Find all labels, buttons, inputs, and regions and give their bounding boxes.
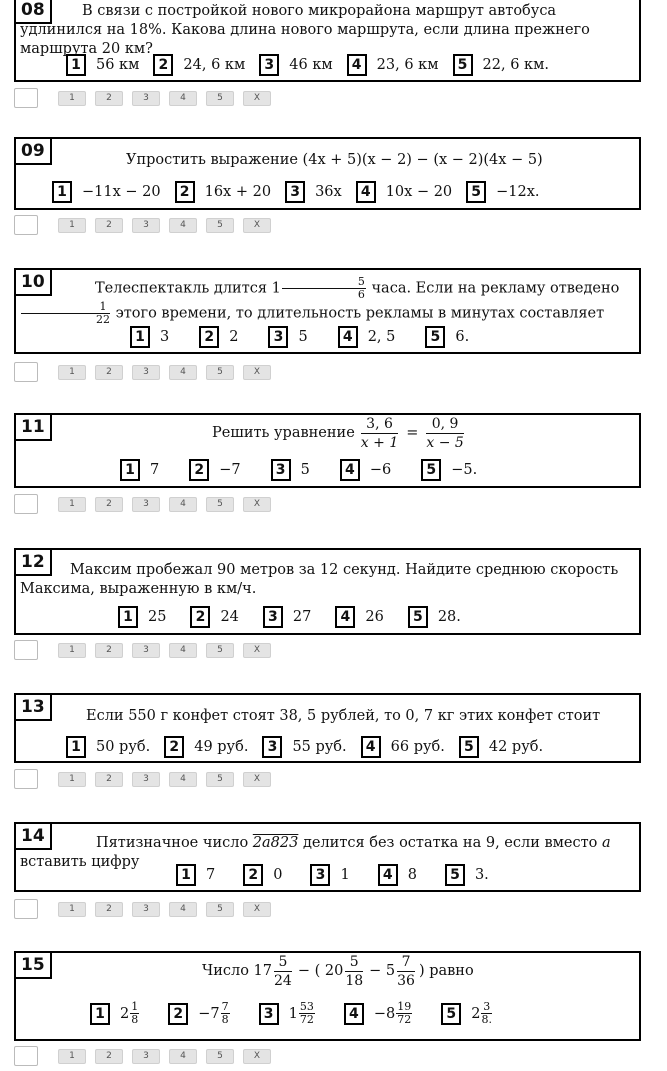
answer-option-3[interactable] <box>262 736 346 758</box>
answer-value: 50 руб. <box>96 739 151 755</box>
answer-value: 2, 5 <box>367 329 396 345</box>
equals-sign: = <box>406 425 419 441</box>
question-number: 09 <box>14 137 52 165</box>
answer-option-3[interactable] <box>271 459 310 481</box>
choice-button-2[interactable]: 2 <box>95 902 123 917</box>
answer-option-4[interactable] <box>338 326 396 348</box>
answer-label: 2 <box>175 181 195 203</box>
choice-button-2[interactable]: 2 <box>95 772 123 787</box>
answer-checkbox[interactable] <box>14 1046 38 1066</box>
clear-button[interactable]: X <box>243 365 271 380</box>
fraction-numerator: 53 <box>299 1000 314 1013</box>
answer-label: 5 <box>445 864 465 886</box>
choice-button-4[interactable]: 4 <box>169 1049 197 1064</box>
question-08 <box>14 0 641 82</box>
question-text-part: этого времени, то длительность рекламы в минутах составляет <box>115 305 605 322</box>
fraction <box>221 1001 230 1026</box>
question-text <box>202 953 474 990</box>
answer-options <box>120 459 491 481</box>
clear-button[interactable]: X <box>243 218 271 233</box>
answer-option-5[interactable] <box>421 459 477 481</box>
fraction-numerator: 3 <box>483 1000 491 1013</box>
answer-label: 3 <box>259 54 279 76</box>
fraction-denominator: 22 <box>96 313 110 326</box>
choice-button-1[interactable]: 1 <box>58 91 86 106</box>
fraction-numerator: 19 <box>397 1000 412 1013</box>
answer-option-5[interactable] <box>445 864 489 886</box>
answer-label: 4 <box>361 736 381 758</box>
clear-button[interactable]: X <box>243 643 271 658</box>
fraction <box>130 1001 139 1026</box>
choice-button-5[interactable]: 5 <box>206 497 234 512</box>
fraction-numerator: 0, 9 <box>426 415 463 434</box>
answer-option-1[interactable] <box>52 181 161 203</box>
answer-label: 5 <box>425 326 445 348</box>
question-12 <box>14 548 641 635</box>
choice-button-3[interactable]: 3 <box>132 365 160 380</box>
answer-value: −7 <box>219 462 241 478</box>
answer-option-5[interactable] <box>459 736 543 758</box>
question-text <box>212 415 466 452</box>
question-text-part: Пятизначное число <box>96 835 249 851</box>
answer-label: 5 <box>441 1003 461 1025</box>
answer-option-1[interactable] <box>90 1001 140 1026</box>
answer-controls <box>14 362 280 382</box>
answer-value: 0 <box>273 867 283 883</box>
question-text-part: делится без остатка на 9, если вместо <box>302 835 598 851</box>
answer-option-4[interactable] <box>378 864 417 886</box>
choice-button-3[interactable]: 3 <box>132 218 160 233</box>
answer-value: 46 км <box>289 57 333 73</box>
choice-button-3[interactable]: 3 <box>132 772 160 787</box>
answer-label: 3 <box>259 1003 279 1025</box>
choice-button-2[interactable]: 2 <box>95 497 123 512</box>
answer-value: 27 <box>292 609 312 625</box>
answer-value: 26 <box>365 609 384 625</box>
choice-button-4[interactable]: 4 <box>169 497 197 512</box>
clear-button[interactable]: X <box>243 91 271 106</box>
answer-option-4[interactable] <box>335 606 383 628</box>
fraction-numerator: 1 <box>131 1000 139 1013</box>
fraction-numerator: 3, 6 <box>361 415 398 434</box>
answer-value: 3 <box>160 329 170 345</box>
answer-option-3[interactable] <box>259 54 332 76</box>
choice-button-4[interactable]: 4 <box>169 218 197 233</box>
fraction-denominator: 8 <box>131 1013 139 1026</box>
fraction-numerator: 7 <box>397 953 415 972</box>
overlined-number: 2a823 <box>252 835 299 851</box>
question-10 <box>14 268 641 354</box>
answer-label: 1 <box>130 326 150 348</box>
fraction <box>397 953 415 990</box>
answer-value: 25 <box>148 609 167 625</box>
answer-label: 4 <box>338 326 358 348</box>
answer-checkbox[interactable] <box>14 899 38 919</box>
fraction <box>21 301 110 326</box>
answer-label: 2 <box>243 864 263 886</box>
answer-label: 4 <box>378 864 398 886</box>
answer-label: 5 <box>453 54 473 76</box>
choice-button-5[interactable]: 5 <box>206 1049 234 1064</box>
answer-label: 1 <box>52 181 72 203</box>
answer-value: 3. <box>474 867 489 883</box>
fraction <box>426 415 463 452</box>
answer-option-1[interactable] <box>66 54 139 76</box>
fraction <box>274 953 292 990</box>
answer-label: 3 <box>285 181 305 203</box>
choice-button-1[interactable]: 1 <box>58 902 86 917</box>
answer-option-2[interactable] <box>168 1001 230 1026</box>
answer-whole: 2 <box>471 1005 481 1022</box>
question-text: Максим пробежал 90 метров за 12 секунд. Найдите среднюю скорость Максима, выраженную в км/ч. <box>20 562 619 597</box>
answer-whole: 1 <box>288 1005 298 1022</box>
answer-label: 2 <box>199 326 219 348</box>
fraction-denominator: 24 <box>274 973 292 989</box>
answer-controls <box>14 1046 280 1066</box>
fraction <box>396 1001 412 1026</box>
question-text-part: ) равно <box>418 963 474 979</box>
choice-button-2[interactable]: 2 <box>95 365 123 380</box>
answer-option-2[interactable] <box>175 181 271 203</box>
answer-option-2[interactable] <box>164 736 248 758</box>
question-number: 15 <box>14 951 52 979</box>
answer-option-1[interactable] <box>120 459 159 481</box>
answer-label: 2 <box>153 54 173 76</box>
answer-value: 7 <box>150 462 160 478</box>
fraction-denominator: 72 <box>299 1013 314 1026</box>
answer-value: 2 <box>229 329 239 345</box>
answer-option-4[interactable] <box>356 181 452 203</box>
answer-label: 3 <box>271 459 291 481</box>
answer-label: 1 <box>176 864 196 886</box>
answer-checkbox[interactable] <box>14 769 38 789</box>
question-text-part: вставить цифру <box>20 854 140 870</box>
answer-option-4[interactable] <box>344 1001 413 1026</box>
answer-options <box>130 326 483 348</box>
fraction-numerator: 5 <box>274 953 292 972</box>
answer-label: 2 <box>190 606 210 628</box>
answer-label: 1 <box>118 606 138 628</box>
answer-label: 4 <box>340 459 360 481</box>
answer-label: 3 <box>262 736 282 758</box>
answer-option-4[interactable] <box>361 736 445 758</box>
answer-option-3[interactable] <box>268 326 307 348</box>
fraction-denominator: x + 1 <box>360 435 399 451</box>
answer-value: 28. <box>437 609 461 625</box>
question-14 <box>14 822 641 892</box>
answer-value: 10x − 20 <box>385 184 453 200</box>
choice-button-5[interactable]: 5 <box>206 772 234 787</box>
choice-button-3[interactable]: 3 <box>132 497 160 512</box>
answer-options <box>118 606 475 628</box>
answer-value: 8 <box>407 867 417 883</box>
answer-label: 2 <box>189 459 209 481</box>
answer-label: 3 <box>263 606 283 628</box>
choice-button-5[interactable]: 5 <box>206 902 234 917</box>
answer-controls <box>14 769 280 789</box>
answer-value: −6 <box>369 462 392 478</box>
question-text-part: часа. Если на рекламу отведено <box>371 280 620 297</box>
clear-button[interactable]: X <box>243 497 271 512</box>
choice-button-3[interactable]: 3 <box>132 643 160 658</box>
question-text: Если 550 г конфет стоят 38, 5 рублей, то 0, 7 кг этих конфет стоит <box>86 708 601 724</box>
answer-option-1[interactable] <box>66 736 150 758</box>
question-text-part: − ( 20 <box>297 963 344 979</box>
question-13 <box>14 693 641 763</box>
choice-button-2[interactable]: 2 <box>95 218 123 233</box>
answer-value: −5. <box>451 462 478 478</box>
answer-option-2[interactable] <box>199 326 238 348</box>
answer-checkbox[interactable] <box>14 215 38 235</box>
choice-button-4[interactable]: 4 <box>169 365 197 380</box>
answer-value: 5 <box>298 329 308 345</box>
answer-controls <box>14 215 280 235</box>
answer-value: −11x − 20 <box>82 184 161 200</box>
choice-button-2[interactable]: 2 <box>95 643 123 658</box>
answer-label: 5 <box>459 736 479 758</box>
answer-label: 1 <box>90 1003 110 1025</box>
choice-button-1[interactable]: 1 <box>58 1049 86 1064</box>
answer-label: 2 <box>164 736 184 758</box>
answer-option-1[interactable] <box>118 606 166 628</box>
answer-option-3[interactable] <box>285 181 342 203</box>
answer-label: 1 <box>120 459 140 481</box>
answer-label: 5 <box>421 459 441 481</box>
answer-value: 16x + 20 <box>204 184 272 200</box>
choice-button-3[interactable]: 3 <box>132 1049 160 1064</box>
fraction <box>299 1001 315 1026</box>
choice-button-3[interactable]: 3 <box>132 902 160 917</box>
answer-label: 4 <box>347 54 367 76</box>
answer-label: 5 <box>408 606 428 628</box>
question-number: 10 <box>14 268 52 296</box>
answer-option-5[interactable] <box>453 54 549 76</box>
choice-button-5[interactable]: 5 <box>206 643 234 658</box>
answer-option-3[interactable] <box>310 864 349 886</box>
choice-button-5[interactable]: 5 <box>206 91 234 106</box>
fraction-numerator: 1 <box>21 301 110 314</box>
answer-value: 22, 6 км. <box>482 57 549 73</box>
question-09 <box>14 137 641 210</box>
answer-option-3[interactable] <box>259 1001 316 1026</box>
fraction <box>282 276 366 301</box>
answer-checkbox[interactable] <box>14 494 38 514</box>
clear-button[interactable]: X <box>243 902 271 917</box>
fraction-denominator: 8 <box>221 1013 229 1026</box>
answer-controls <box>14 494 280 514</box>
answer-value: 55 руб. <box>292 739 347 755</box>
question-text-part: Телеспектакль длится 1 <box>95 280 281 297</box>
answer-value: 6. <box>455 329 470 345</box>
answer-label: 4 <box>335 606 355 628</box>
answer-option-1[interactable] <box>176 864 215 886</box>
question-15 <box>14 951 641 1041</box>
answer-value: 7 <box>206 867 216 883</box>
choice-button-4[interactable]: 4 <box>169 772 197 787</box>
choice-button-2[interactable]: 2 <box>95 1049 123 1064</box>
choice-button-1[interactable]: 1 <box>58 643 86 658</box>
answer-option-2[interactable] <box>153 54 245 76</box>
question-text: Упростить выражение (4x + 5)(x − 2) − (x − 2)(4x − 5) <box>126 152 543 168</box>
answer-value: −12x. <box>496 184 540 200</box>
answer-checkbox[interactable] <box>14 640 38 660</box>
choice-button-4[interactable]: 4 <box>169 91 197 106</box>
fraction-denominator: 8. <box>481 1013 492 1026</box>
answer-checkbox[interactable] <box>14 362 38 382</box>
answer-controls <box>14 899 280 919</box>
answer-label: 3 <box>310 864 330 886</box>
choice-button-3[interactable]: 3 <box>132 91 160 106</box>
question-text-part: − 5 <box>369 963 396 979</box>
answer-checkbox[interactable] <box>14 88 38 108</box>
answer-value: 1 <box>340 867 350 883</box>
answer-option-2[interactable] <box>189 459 240 481</box>
answer-value: 5 <box>300 462 310 478</box>
answer-value: 36x <box>315 184 342 200</box>
question-number: 14 <box>14 822 52 850</box>
answer-value: 42 руб. <box>488 739 544 755</box>
answer-label: 1 <box>66 54 86 76</box>
choice-button-4[interactable]: 4 <box>169 643 197 658</box>
fraction <box>345 953 363 990</box>
answer-label: 4 <box>356 181 376 203</box>
clear-button[interactable]: X <box>243 772 271 787</box>
choice-button-1[interactable]: 1 <box>58 218 86 233</box>
question-number: 08 <box>14 0 52 24</box>
variable: a <box>601 835 611 851</box>
answer-option-2[interactable] <box>190 606 238 628</box>
answer-options <box>66 54 563 76</box>
question-number: 13 <box>14 693 52 721</box>
answer-value: 24, 6 км <box>183 57 246 73</box>
answer-option-5[interactable] <box>425 326 469 348</box>
fraction-denominator: x − 5 <box>426 435 464 451</box>
fraction-numerator: 5 <box>345 953 363 972</box>
fraction <box>361 415 398 452</box>
answer-options <box>52 181 554 203</box>
choice-button-5[interactable]: 5 <box>206 218 234 233</box>
fraction-denominator: 72 <box>397 1013 412 1026</box>
answer-value: 56 км <box>96 57 140 73</box>
answer-label: 5 <box>466 181 486 203</box>
choice-button-1[interactable]: 1 <box>58 497 86 512</box>
question-text-part: Число 17 <box>202 963 272 979</box>
answer-label: 3 <box>268 326 288 348</box>
answer-label: 2 <box>168 1003 188 1025</box>
fraction <box>481 1001 492 1026</box>
answer-options <box>66 736 557 758</box>
question-number: 12 <box>14 548 52 576</box>
fraction-numerator: 5 <box>282 276 366 289</box>
question-text: В связи с постройкой нового микрорайона маршрут автобуса удлинился на 18%. Какова длина нового маршрута, если длина прежнего маршрута 20 км? <box>20 3 590 57</box>
answer-whole: 2 <box>120 1005 130 1022</box>
choice-button-2[interactable]: 2 <box>95 91 123 106</box>
answer-option-3[interactable] <box>263 606 311 628</box>
answer-value: 66 руб. <box>390 739 445 755</box>
answer-option-5[interactable] <box>466 181 539 203</box>
answer-options <box>176 864 503 886</box>
answer-whole: −8 <box>373 1005 396 1022</box>
answer-option-1[interactable] <box>130 326 169 348</box>
answer-options <box>90 1001 507 1026</box>
question-text-part: Решить уравнение <box>212 425 355 441</box>
answer-label: 1 <box>66 736 86 758</box>
answer-whole: −7 <box>198 1005 220 1022</box>
answer-option-4[interactable] <box>347 54 439 76</box>
fraction-denominator: 18 <box>345 973 364 989</box>
choice-button-1[interactable]: 1 <box>58 772 86 787</box>
fraction-numerator: 7 <box>221 1000 229 1013</box>
answer-option-4[interactable] <box>340 459 391 481</box>
answer-value: 23, 6 км <box>376 57 439 73</box>
answer-value: 24 <box>220 609 239 625</box>
answer-option-5[interactable] <box>408 606 461 628</box>
answer-option-5[interactable] <box>441 1001 493 1026</box>
answer-value: 49 руб. <box>194 739 249 755</box>
answer-option-2[interactable] <box>243 864 282 886</box>
fraction-denominator: 6 <box>357 288 365 301</box>
question-number: 11 <box>14 413 52 441</box>
choice-button-4[interactable]: 4 <box>169 902 197 917</box>
choice-button-5[interactable]: 5 <box>206 365 234 380</box>
answer-controls <box>14 88 280 108</box>
question-text <box>20 276 635 326</box>
answer-controls <box>14 640 280 660</box>
answer-label: 4 <box>344 1003 364 1025</box>
choice-button-1[interactable]: 1 <box>58 365 86 380</box>
fraction-denominator: 36 <box>397 973 415 989</box>
clear-button[interactable]: X <box>243 1049 271 1064</box>
question-11 <box>14 413 641 488</box>
